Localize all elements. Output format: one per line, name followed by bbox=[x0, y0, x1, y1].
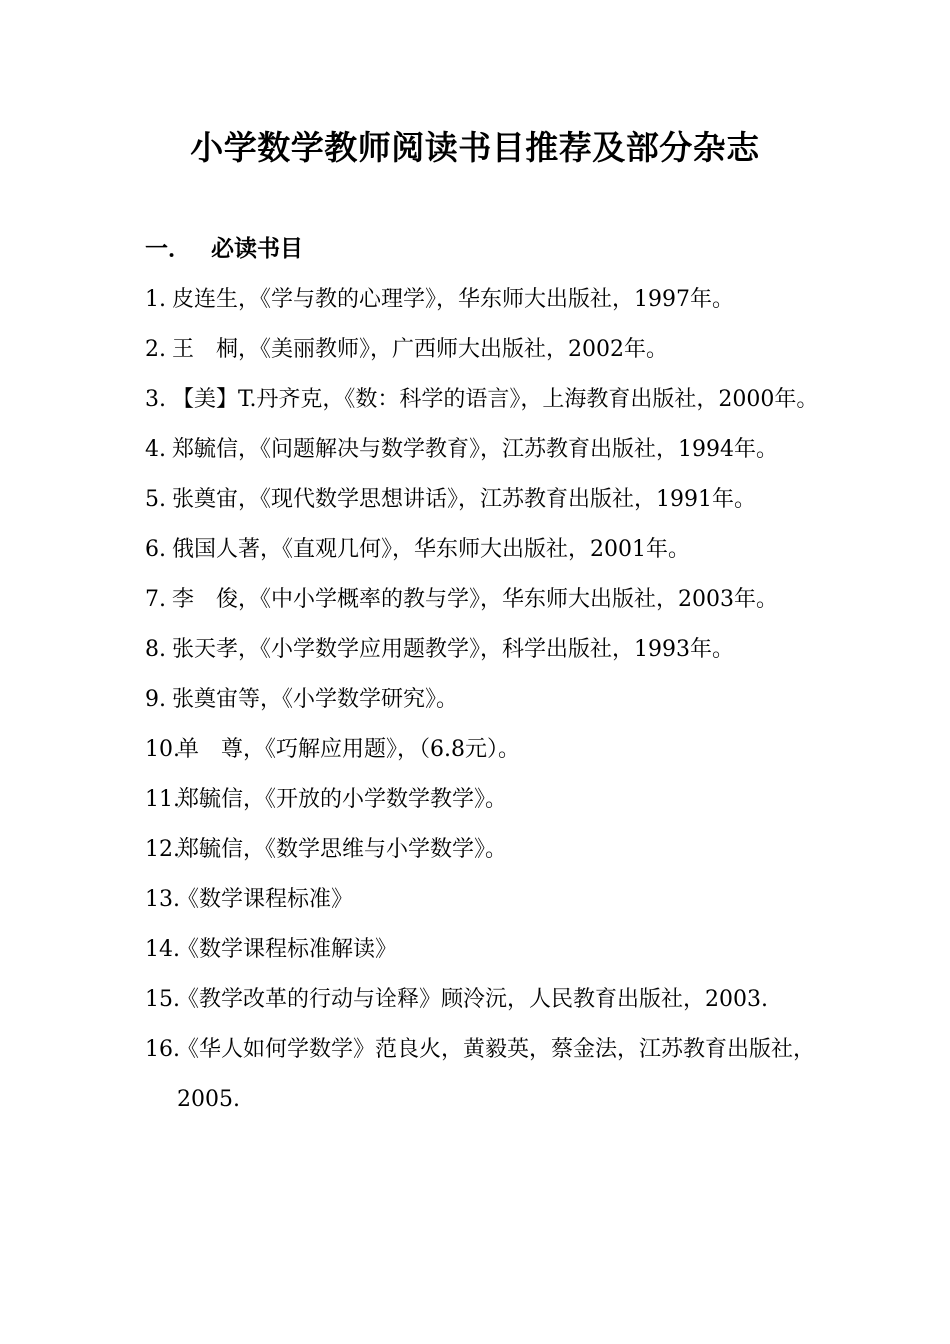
item-number: 8. bbox=[145, 637, 166, 662]
book-list bbox=[145, 275, 825, 1125]
list-item bbox=[145, 925, 825, 975]
book-entry: 《数学课程标准解读》 bbox=[177, 937, 398, 962]
item-number: 12. bbox=[145, 837, 180, 862]
section-title: 必读书目 bbox=[211, 235, 303, 262]
item-number: 7. bbox=[145, 587, 166, 612]
list-item bbox=[145, 625, 825, 675]
book-entry: 王 桐，《美丽教师》，广西师大出版社，2002年。 bbox=[172, 337, 668, 362]
item-number: 14. bbox=[145, 937, 180, 962]
list-item bbox=[145, 675, 825, 725]
item-number: 3. bbox=[145, 387, 166, 412]
book-entry: 郑毓信，《问题解决与数学教育》，江苏教育出版社，1994年。 bbox=[172, 437, 778, 462]
book-entry: 皮连生，《学与教的心理学》，华东师大出版社，1997年。 bbox=[172, 287, 734, 312]
list-item bbox=[145, 775, 825, 825]
list-item bbox=[145, 425, 825, 475]
item-number: 15. bbox=[145, 987, 180, 1012]
item-number: 4. bbox=[145, 437, 166, 462]
list-item bbox=[145, 375, 825, 425]
item-number: 13. bbox=[145, 887, 180, 912]
section-number: 一． bbox=[145, 235, 191, 262]
item-number: 10. bbox=[145, 737, 180, 762]
list-item bbox=[145, 475, 825, 525]
item-number: 2. bbox=[145, 337, 166, 362]
book-entry: 俄国人著，《直观几何》，华东师大出版社，2001年。 bbox=[172, 537, 690, 562]
book-entry: 《数学课程标准》 bbox=[177, 887, 354, 912]
book-entry: 郑毓信，《开放的小学数学教学》。 bbox=[177, 787, 508, 812]
item-number: 1. bbox=[145, 287, 166, 312]
book-entry: 张奠宙，《现代数学思想讲话》，江苏教育出版社，1991年。 bbox=[172, 487, 756, 512]
item-number: 11. bbox=[145, 787, 180, 812]
list-item bbox=[145, 575, 825, 625]
list-item bbox=[145, 975, 825, 1025]
list-item bbox=[145, 525, 825, 575]
book-entry: 《华人如何学数学》范良火，黄毅英，蔡金法，江苏教育出版社，2005. bbox=[177, 1037, 816, 1112]
list-item bbox=[145, 825, 825, 875]
item-number: 9. bbox=[145, 687, 166, 712]
book-entry: 张天孝，《小学数学应用题教学》，科学出版社，1993年。 bbox=[172, 637, 734, 662]
list-item bbox=[145, 275, 825, 325]
book-entry: 李 俊，《中小学概率的教与学》，华东师大出版社，2003年。 bbox=[172, 587, 778, 612]
book-entry: 郑毓信，《数学思维与小学数学》。 bbox=[177, 837, 508, 862]
page-title: 小学数学教师阅读书目推荐及部分杂志 bbox=[190, 128, 760, 167]
book-entry: 《教学改革的行动与诠释》顾泠沅，人民教育出版社，2003. bbox=[177, 987, 768, 1012]
book-entry: 张奠宙等，《小学数学研究》。 bbox=[172, 687, 459, 712]
list-item bbox=[145, 725, 825, 775]
book-entry: 【美】T.丹齐克，《数：科学的语言》，上海教育出版社，2000年。 bbox=[172, 387, 819, 412]
list-item bbox=[145, 1025, 825, 1125]
item-number: 6. bbox=[145, 537, 166, 562]
section-heading bbox=[145, 226, 303, 272]
list-item bbox=[145, 875, 825, 925]
item-number: 16. bbox=[145, 1037, 180, 1062]
book-entry: 单 尊，《巧解应用题》，（6.8元）。 bbox=[177, 737, 520, 762]
list-item bbox=[145, 325, 825, 375]
item-number: 5. bbox=[145, 487, 166, 512]
